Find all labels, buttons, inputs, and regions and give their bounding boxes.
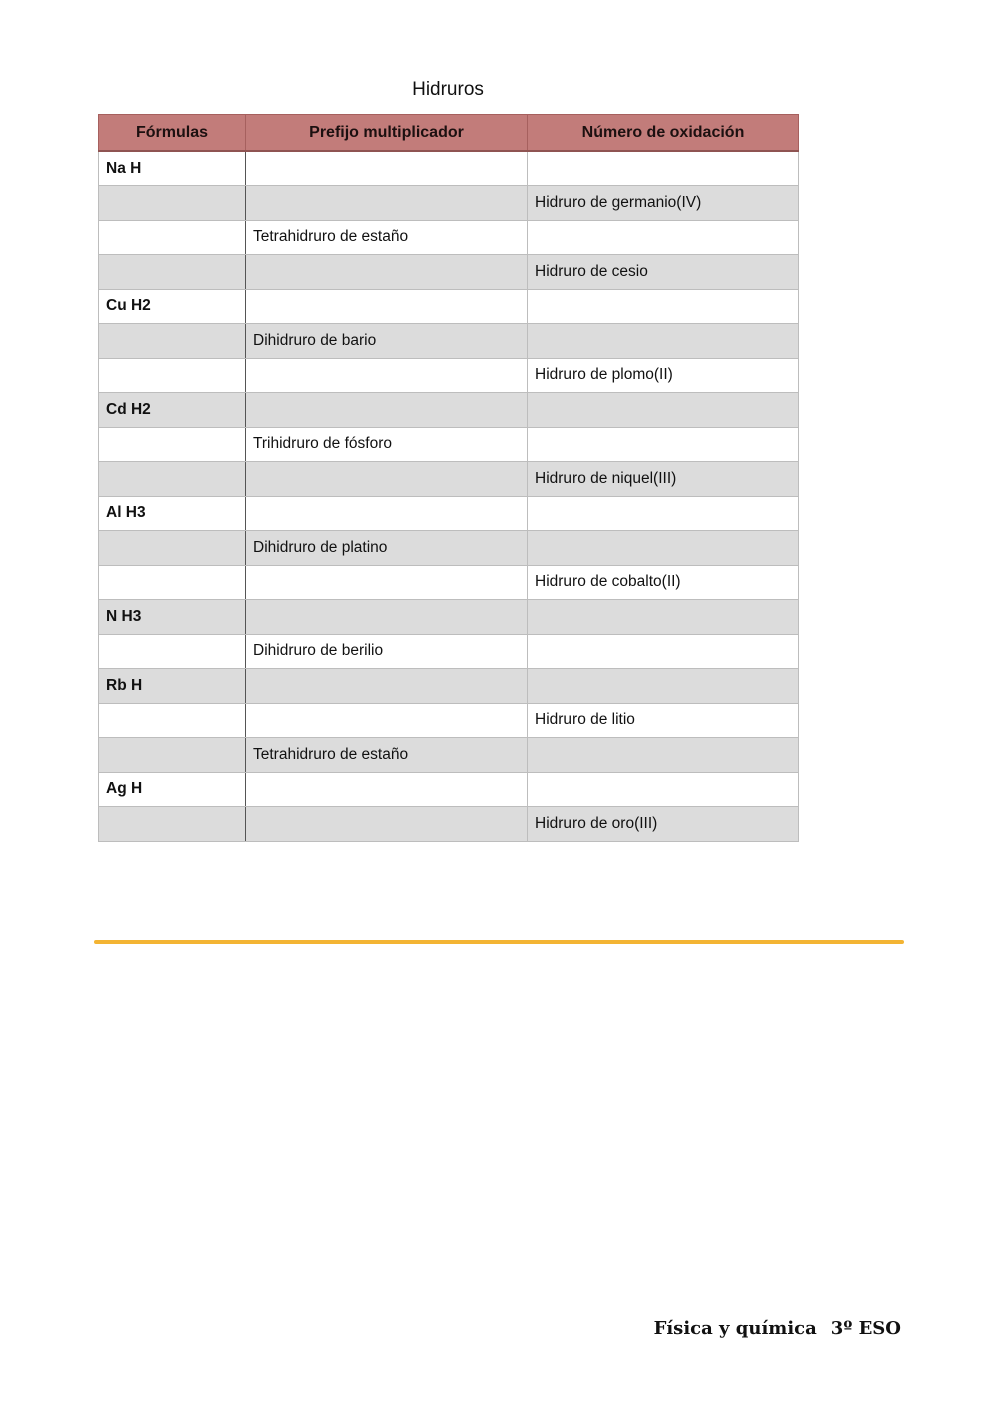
column-header-prefix: Prefijo multiplicador <box>246 115 528 152</box>
cell-oxidation-name[interactable]: Hidruro de cobalto(II) <box>528 565 799 600</box>
cell-oxidation-name[interactable] <box>528 531 799 566</box>
cell-prefix-name[interactable] <box>246 255 528 290</box>
table-row <box>99 738 799 773</box>
table-row <box>99 427 799 462</box>
cell-oxidation-name[interactable]: Hidruro de niquel(III) <box>528 462 799 497</box>
column-header-oxidation: Número de oxidación <box>528 115 799 152</box>
cell-formula[interactable]: Ag H <box>99 772 246 807</box>
cell-formula[interactable] <box>99 427 246 462</box>
cell-oxidation-name[interactable] <box>528 738 799 773</box>
cell-oxidation-name[interactable] <box>528 324 799 359</box>
cell-oxidation-name[interactable] <box>528 151 799 186</box>
cell-prefix-name[interactable] <box>246 703 528 738</box>
footer-subject: Física y química <box>653 1318 817 1339</box>
cell-formula[interactable]: Na H <box>99 151 246 186</box>
cell-formula[interactable]: Cu H2 <box>99 289 246 324</box>
table-row <box>99 255 799 290</box>
cell-oxidation-name[interactable]: Hidruro de oro(III) <box>528 807 799 842</box>
table-row <box>99 634 799 669</box>
table-row <box>99 807 799 842</box>
cell-oxidation-name[interactable] <box>528 634 799 669</box>
table-row <box>99 496 799 531</box>
footer <box>654 1318 901 1339</box>
cell-formula[interactable]: Al H3 <box>99 496 246 531</box>
cell-oxidation-name[interactable] <box>528 220 799 255</box>
cell-prefix-name[interactable] <box>246 358 528 393</box>
cell-prefix-name[interactable] <box>246 289 528 324</box>
page-title: Hidruros <box>412 79 484 100</box>
cell-formula[interactable]: N H3 <box>99 600 246 635</box>
cell-oxidation-name[interactable] <box>528 427 799 462</box>
cell-prefix-name[interactable] <box>246 186 528 221</box>
cell-formula[interactable]: Rb H <box>99 669 246 704</box>
cell-oxidation-name[interactable] <box>528 669 799 704</box>
cell-formula[interactable] <box>99 220 246 255</box>
cell-oxidation-name[interactable] <box>528 600 799 635</box>
table-row <box>99 565 799 600</box>
cell-formula[interactable] <box>99 565 246 600</box>
table-row <box>99 151 799 186</box>
cell-prefix-name[interactable]: Dihidruro de berilio <box>246 634 528 669</box>
cell-oxidation-name[interactable] <box>528 289 799 324</box>
cell-formula[interactable] <box>99 255 246 290</box>
cell-prefix-name[interactable]: Tetrahidruro de estaño <box>246 738 528 773</box>
cell-oxidation-name[interactable] <box>528 496 799 531</box>
table-row <box>99 220 799 255</box>
cell-prefix-name[interactable] <box>246 600 528 635</box>
cell-formula[interactable]: Cd H2 <box>99 393 246 428</box>
cell-formula[interactable] <box>99 634 246 669</box>
cell-oxidation-name[interactable]: Hidruro de litio <box>528 703 799 738</box>
table-row <box>99 358 799 393</box>
cell-prefix-name[interactable]: Dihidruro de platino <box>246 531 528 566</box>
cell-prefix-name[interactable] <box>246 807 528 842</box>
table-row <box>99 600 799 635</box>
cell-formula[interactable] <box>99 324 246 359</box>
table-row <box>99 669 799 704</box>
hydrides-table <box>98 114 799 842</box>
cell-formula[interactable] <box>99 738 246 773</box>
cell-oxidation-name[interactable]: Hidruro de germanio(IV) <box>528 186 799 221</box>
cell-prefix-name[interactable] <box>246 772 528 807</box>
cell-oxidation-name[interactable] <box>528 393 799 428</box>
table-row <box>99 324 799 359</box>
divider-line <box>94 940 904 944</box>
cell-oxidation-name[interactable]: Hidruro de cesio <box>528 255 799 290</box>
cell-prefix-name[interactable] <box>246 496 528 531</box>
table-row <box>99 772 799 807</box>
cell-prefix-name[interactable]: Dihidruro de bario <box>246 324 528 359</box>
table-row <box>99 393 799 428</box>
cell-formula[interactable] <box>99 703 246 738</box>
column-header-formulas: Fórmulas <box>99 115 246 152</box>
cell-prefix-name[interactable] <box>246 462 528 497</box>
table-row <box>99 531 799 566</box>
cell-prefix-name[interactable]: Tetrahidruro de estaño <box>246 220 528 255</box>
cell-formula[interactable] <box>99 531 246 566</box>
cell-formula[interactable] <box>99 358 246 393</box>
cell-formula[interactable] <box>99 462 246 497</box>
cell-prefix-name[interactable] <box>246 393 528 428</box>
table-row <box>99 462 799 497</box>
cell-prefix-name[interactable] <box>246 669 528 704</box>
table-row <box>99 703 799 738</box>
cell-prefix-name[interactable]: Trihidruro de fósforo <box>246 427 528 462</box>
cell-prefix-name[interactable] <box>246 565 528 600</box>
cell-oxidation-name[interactable]: Hidruro de plomo(II) <box>528 358 799 393</box>
table-row <box>99 186 799 221</box>
table-row <box>99 289 799 324</box>
cell-formula[interactable] <box>99 186 246 221</box>
table-header-row <box>99 115 799 152</box>
footer-level: 3º ESO <box>830 1318 901 1339</box>
cell-prefix-name[interactable] <box>246 151 528 186</box>
cell-oxidation-name[interactable] <box>528 772 799 807</box>
cell-formula[interactable] <box>99 807 246 842</box>
